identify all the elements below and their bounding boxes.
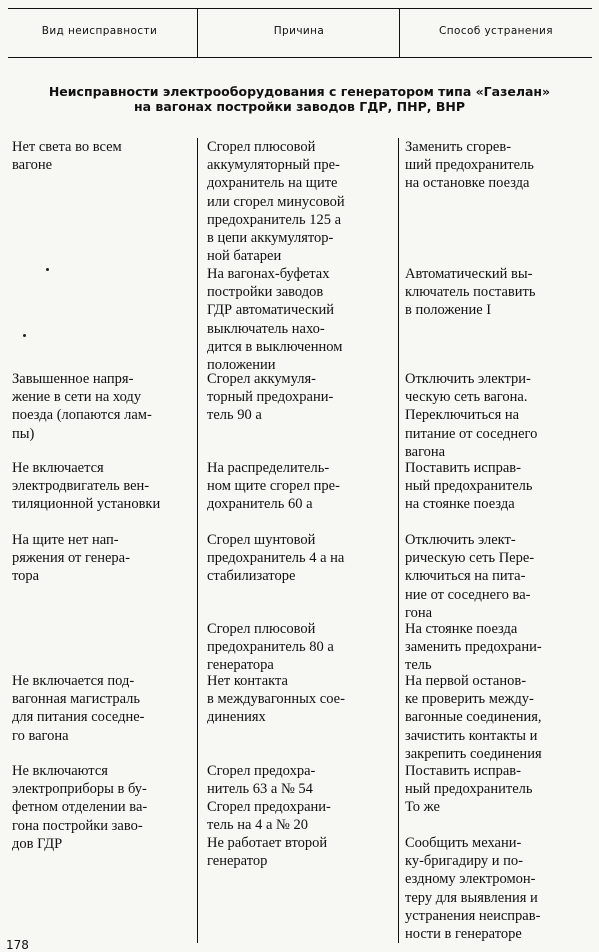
- column-divider-2: [398, 138, 399, 943]
- row-cause: Сгорел плюсовой аккумуляторный пре- дохранитель на щите или сгорел минусовой предохранитель 125 а в цепи аккумулятор- ной батареи: [207, 139, 345, 265]
- row-cause: На распределитель- ном щите сгорел пре- дохранитель 60 а: [207, 460, 340, 513]
- header-remedy: Способ устранения: [439, 25, 553, 37]
- row-fix: На стоянке поезда заменить предохрани- тель: [405, 621, 542, 674]
- row-problem: Не включается электродвигатель вен- тиляционной установки: [12, 460, 161, 513]
- row-fix: Автоматический вы- ключатель поставить в положение I: [405, 266, 536, 319]
- section-title: Неисправности электрооборудования с генератором типа «Газелан» на вагонах постройки заводов ГДР, ПНР, ВНР: [48, 84, 551, 114]
- row-fix: Отключить элект- рическую сеть Пере- ключиться на пита- ние от соседнего ва- гона: [405, 532, 535, 621]
- table-header: [8, 8, 592, 58]
- row-cause: Сгорел предохра- нитель 63 а № 54: [207, 763, 316, 798]
- column-divider-1: [197, 138, 198, 943]
- row-cause: Сгорел плюсовой предохранитель 80 а генератора: [207, 621, 334, 674]
- row-problem: Не включаются электроприборы в бу- фетном отделении ва- гона постройки заво- дов ГДР: [12, 763, 148, 852]
- row-problem: Нет света во всем вагоне: [12, 139, 122, 174]
- row-cause: Сгорел предохрани- тель на 4 а № 20: [207, 799, 331, 834]
- page-number: 178: [6, 938, 29, 952]
- row-cause: Сгорел аккумуля- торный предохрани- тель 90 а: [207, 371, 334, 424]
- row-fix: Поставить исправ- ный предохранитель: [405, 763, 533, 798]
- row-fix: На первой останов- ке проверить между- вагонные соединения, зачистить контакты и закрепить соединения: [405, 673, 542, 762]
- row-cause: Не работает второй генератор: [207, 835, 328, 870]
- row-cause: Сгорел шунтовой предохранитель 4 а на стабилизаторе: [207, 532, 345, 585]
- scan-speck: [23, 334, 26, 337]
- row-fix: То же: [405, 799, 440, 815]
- row-cause: Нет контакта в междувагонных сое- динениях: [207, 673, 345, 726]
- row-fix: Сообщить механи- ку-бригадиру и по- ездному электромон- теру для выявления и устранения неисправ- ности в генераторе: [405, 835, 541, 943]
- header-problem: Вид неисправности: [41, 25, 158, 37]
- scan-speck: [46, 268, 49, 271]
- header-cause: Причина: [273, 25, 325, 37]
- row-fix: Заменить сгорев- ший предохранитель на остановке поезда: [405, 139, 534, 192]
- row-fix: Отключить электри- ческую сеть вагона. Переключиться на питание от соседнего вагона: [405, 371, 538, 460]
- row-problem: Не включается под- вагонная магистраль для питания соседне- го вагона: [12, 673, 145, 744]
- row-fix: Поставить исправ- ный предохранитель на стоянке поезда: [405, 460, 533, 513]
- row-problem: Завышенное напря- жение в сети на ходу поезда (лопаются лам- пы): [12, 371, 152, 442]
- row-cause: На вагонах-буфетах постройки заводов ГДР автоматический выключатель нахо- дится в выключенном положении: [207, 266, 343, 374]
- row-problem: На щите нет нап- ряжения от генера- тора: [12, 532, 130, 585]
